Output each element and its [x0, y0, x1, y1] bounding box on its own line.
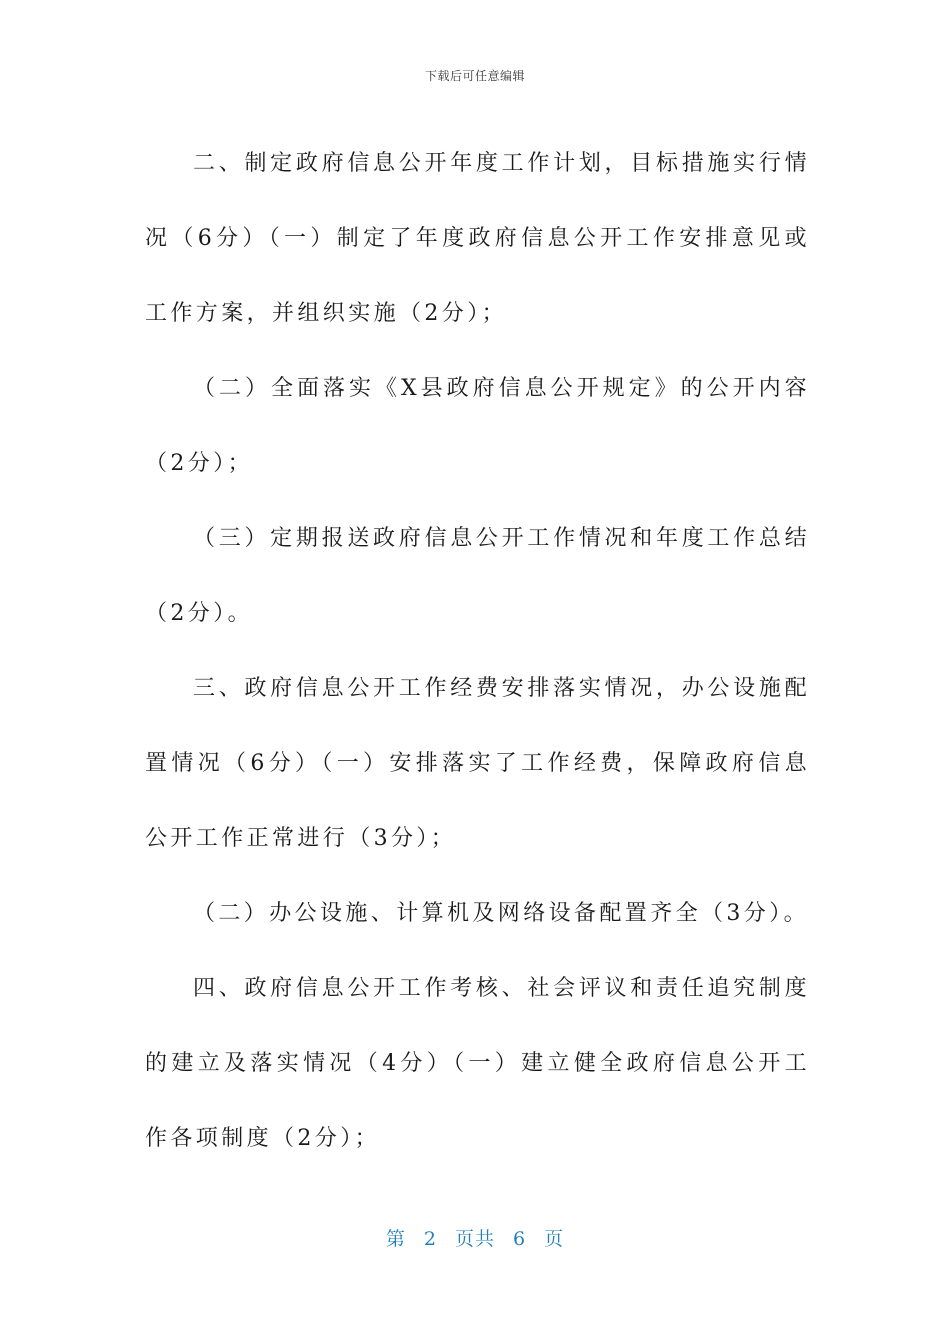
document-body: [145, 126, 810, 1176]
paragraph-section-2: 二、制定政府信息公开年度工作计划，目标措施实行情况（6分）（一）制定了年度政府信息公开工作安排意见或工作方案，并组织实施（2分）；: [145, 151, 810, 326]
page-header-note: 下载后可任意编辑: [424, 69, 525, 83]
paragraph-item-2-2: （二）全面落实《X县政府信息公开规定》的公开内容（2分）；: [145, 376, 810, 476]
footer-prefix: 第: [385, 1228, 406, 1250]
page-footer: [0, 1224, 950, 1251]
paragraph-item-2-3: （三）定期报送政府信息公开工作情况和年度工作总结（2分）。: [145, 526, 810, 626]
paragraph-item-3-2: （二）办公设施、计算机及网络设备配置齐全（3分）。: [193, 901, 809, 926]
footer-current-page: 2: [423, 1228, 437, 1250]
paragraph-section-4: 四、政府信息公开工作考核、社会评议和责任追究制度的建立及落实情况（4分）（一）建立健全政府信息公开工作各项制度（2分）；: [145, 976, 810, 1151]
footer-suffix: 页: [544, 1228, 565, 1250]
paragraph-section-3: 三、政府信息公开工作经费安排落实情况，办公设施配置情况（6分）（一）安排落实了工作经费，保障政府信息公开工作正常进行（3分）；: [145, 676, 810, 851]
footer-middle: 页共: [454, 1228, 495, 1250]
footer-total-pages: 6: [513, 1228, 527, 1250]
